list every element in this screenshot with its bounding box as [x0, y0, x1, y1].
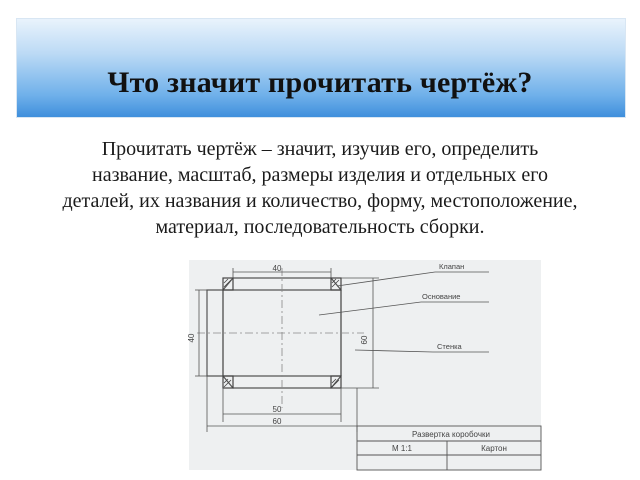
slide-title: Что значит прочитать чертёж? — [107, 66, 533, 99]
slide-body-text: Прочитать чертёж – значит, изучив его, определить название, масштаб, размеры изделия и отдельных его деталей, их названия и количество, форму, местоположение, материал, последовательность сборки. — [62, 138, 578, 238]
dim-label-left: 40 — [187, 333, 196, 343]
technical-drawing — [189, 260, 541, 470]
dim-label-top: 40 — [272, 264, 282, 273]
title-block-scale: М 1:1 — [391, 444, 413, 453]
dim-label-bottom-inner: 50 — [272, 405, 282, 414]
drawing-svg — [189, 260, 541, 470]
title-block-name: Развертка коробочки — [412, 430, 490, 439]
leader-valve — [337, 272, 435, 286]
dim-label-bottom-outer: 60 — [272, 417, 282, 426]
callout-base: Основание — [422, 292, 461, 301]
leader-wall — [355, 350, 433, 352]
dim-label-right: 60 — [360, 335, 369, 345]
callout-wall: Стенка — [437, 342, 462, 351]
leader-base — [319, 302, 421, 315]
title-block-material: Картон — [481, 444, 507, 453]
callout-valve: Клапан — [439, 262, 465, 271]
